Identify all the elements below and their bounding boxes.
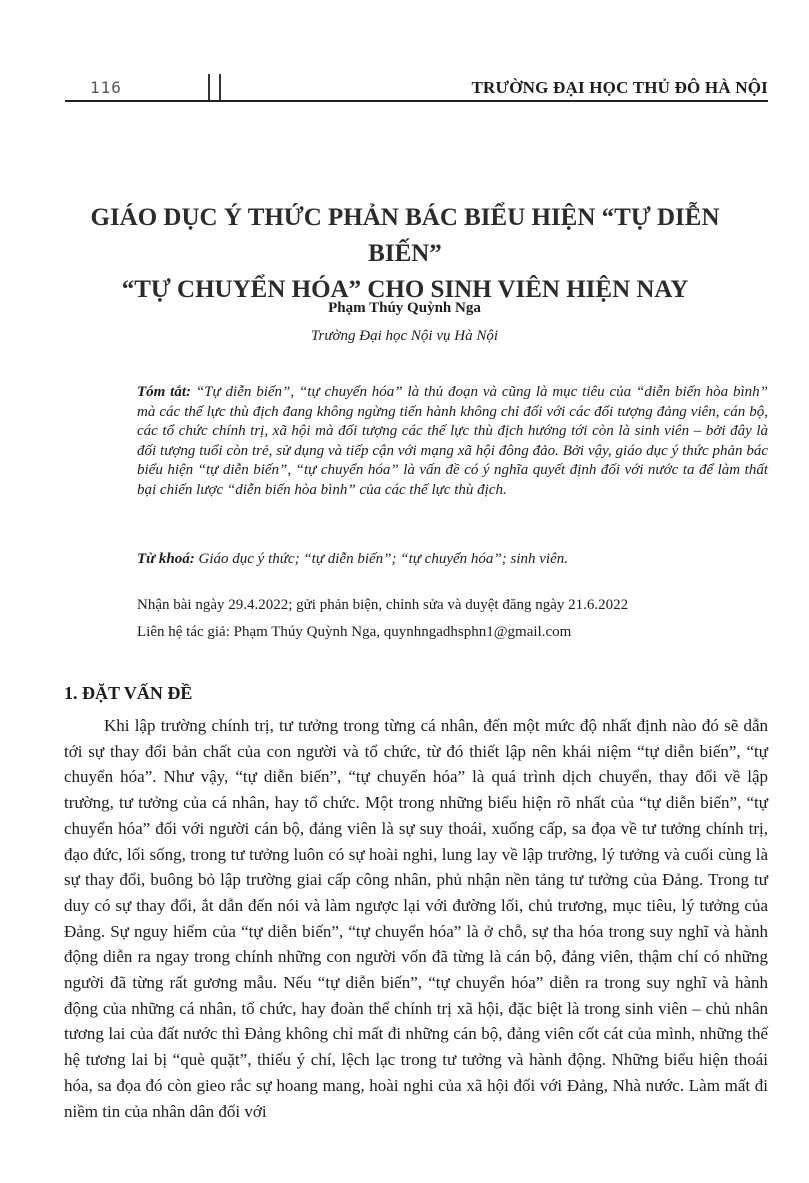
abstract — [137, 383, 768, 501]
header-divider-bars — [208, 74, 221, 100]
page-number: 116 — [90, 78, 122, 97]
body-paragraph: Khi lập trường chính trị, tư tưởng trong từng cá nhân, đến một mức độ nhất định nào đó sẽ dẫn tới sự thay đổi bản chất của con người và tổ chức, từ đó thiết lập nên khái niệm “tự diễn biến”, “tự chuyển hóa”. Như vậy, “tự diễn biến”, “tự chuyển hóa” là quá trình dịch chuyển, thay đổi về lập trường, tư tưởng của cá nhân, hay tổ chức. Một trong những biểu hiện rõ nhất của “tự diễn biến”, “tự chuyển hóa” đối với người cán bộ, đảng viên là sự suy thoái, xuống cấp, sa đọa về tư tưởng chính trị, đạo đức, lối sống, trong tư tưởng luôn có sự hoài nghi, lung lay về lập trường, lý tưởng và cuối cùng là sự thay đổi, buông bỏ lập trường giai cấp công nhân, phủ nhận nền tảng tư tưởng của Đảng. Trong tư duy có sự thay đổi, ắt dẫn đến nói và làm ngược lại với đường lối, chủ trương, mục tiêu, lý tưởng của Đảng. Sự nguy hiểm của “tự diễn biến”, “tự chuyển hóa” là ở chỗ, sự tha hóa trong suy nghĩ và hành động diễn ra ngay trong chính những con người vốn đã từng là cán bộ, đảng viên, thậm chí có những người đã từng rất gương mẫu. Nếu “tự diễn biến”, “tự chuyển hóa” diễn ra trong suy nghĩ và hành động của những cá nhân, tổ chức, hay đoàn thể chính trị xã hội, đặc biệt là trong sinh viên – chủ nhân tương lai của đất nước thì Đảng không chỉ mất đi những cán bộ, đảng viên cốt cát của mình, những thế hệ tương lai bị “què quặt”, thiếu ý chí, lệch lạc trong tư tưởng và hành động. Những biểu hiện thoái hóa, sa đọa đó còn gieo rắc sự hoang mang, hoài nghi của xã hội đối với Đảng, Nhà nước. Làm mất đi niềm tin của nhân dân đối với — [64, 716, 768, 1121]
author-affiliation: Trường Đại học Nội vụ Hà Nội — [310, 328, 499, 344]
author-name: Phạm Thúy Quỳnh Nga — [328, 300, 481, 316]
author-contact: Liên hệ tác giả: Phạm Thúy Quỳnh Nga, quynhngadhsphn1@gmail.com — [137, 624, 572, 640]
title-line-1: GIÁO DỤC Ý THỨC PHẢN BÁC BIỂU HIỆN “TỰ DIỄN BIẾN” — [90, 204, 720, 267]
keywords-label: Từ khoá: — [137, 551, 195, 567]
section-heading: 1. ĐẶT VẤN ĐỀ — [64, 683, 193, 703]
running-header — [65, 76, 768, 100]
submission-dates: Nhận bài ngày 29.4.2022; gửi phản biện, chỉnh sửa và duyệt đăng ngày 21.6.2022 — [137, 597, 629, 613]
journal-name: TRƯỜNG ĐẠI HỌC THỦ ĐÔ HÀ NỘI — [471, 78, 768, 97]
abstract-text: “Tự diễn biến”, “tự chuyển hóa” là thủ đoạn và cũng là mục tiêu của “diễn biến hòa bình” mà các thế lực thù địch đang không ngừng tiến hành không chỉ đối với các đối tượng đảng viên, cán bộ, các tổ chức chính trị, xã hội mà đối tượng các thế lực thù địch hướng tới còn là sinh viên – bởi đây là đối tượng tuổi còn trẻ, sử dụng và tiếp cận với mạng xã hội đông đảo. Bởi vậy, giáo dục ý thức phản bác biểu hiện “tự diễn biến”, “tự chuyển hóa” là vấn đề có ý nghĩa quyết định đối với nước ta để làm thất bại chiến lược “diễn biến hòa bình” của các thế lực thù địch. — [137, 384, 768, 498]
keywords — [137, 549, 768, 569]
header-rule — [65, 100, 768, 102]
title-line-2: “TỰ CHUYỂN HÓA” CHO SINH VIÊN HIỆN NAY — [121, 276, 689, 303]
article-title — [80, 200, 730, 308]
keywords-text: Giáo dục ý thức; “tự diễn biến”; “tự chuyển hóa”; sinh viên. — [194, 551, 568, 567]
abstract-label: Tóm tắt: — [137, 384, 191, 400]
